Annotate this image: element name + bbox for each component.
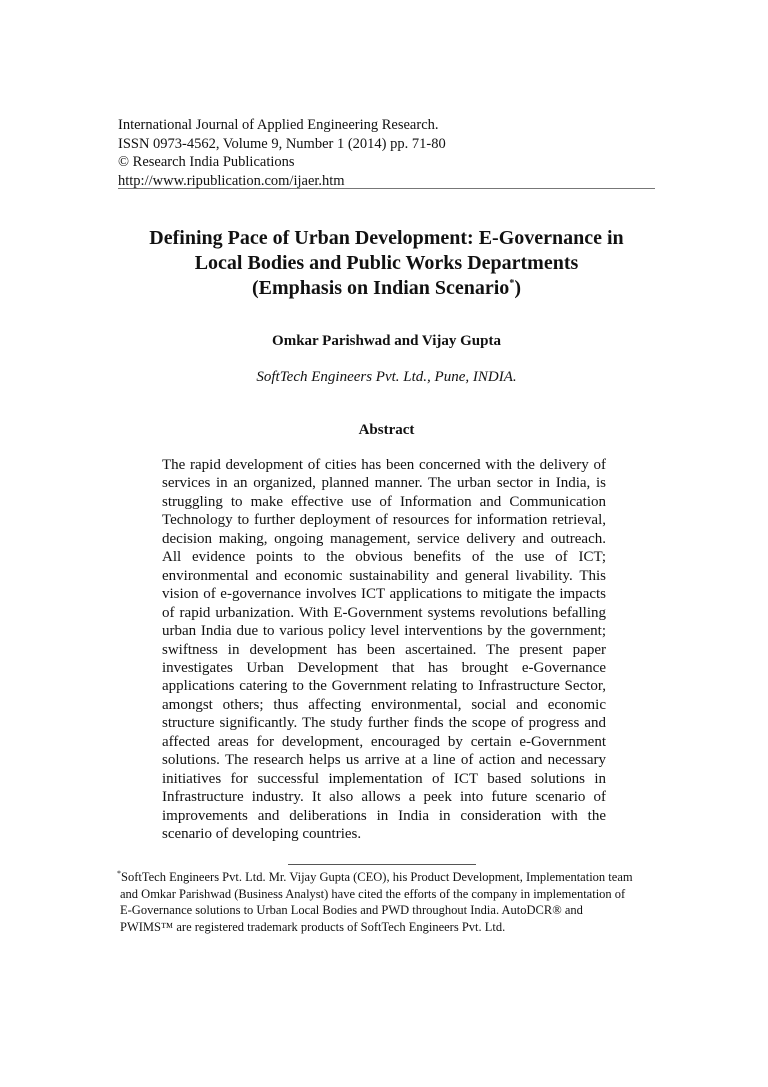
title-line-2: Local Bodies and Public Works Departments bbox=[194, 252, 579, 274]
footnote-line-4: PWIMS™ are registered trademark products of SoftTech Engineers Pvt. Ltd. bbox=[120, 919, 506, 934]
footnote-line-2: and Omkar Parishwad (Business Analyst) have cited the efforts of the company in implementation of bbox=[120, 886, 626, 901]
title-line-3-close: ) bbox=[514, 277, 521, 299]
journal-name: International Journal of Applied Engineering Research. bbox=[118, 117, 439, 133]
title-footnote-marker: * bbox=[509, 278, 515, 289]
author-affiliation: SoftTech Engineers Pvt. Ltd., Pune, INDIA. bbox=[256, 369, 517, 385]
footnote-divider bbox=[288, 864, 476, 865]
abstract-body: The rapid development of cities has been concerned with the delivery of services in an organized, planned manner. The urban sector in India, is struggling to make effective use of Information and Communication Technology to further deployment of resources for information retrieval, decision making, ongoing management, service delivery and outreach. All evidence points to the obvious benefits of the use of ICT; environmental and economic sustainability and general livability. This vision of e-governance involves ICT applications to mitigate the impacts of rapid urbanization. With E-Government systems revolutions befalling urban India due to various policy level interventions by the government; swiftness in development has been ascertained. The present paper investigates Urban Development that has brought e-Governance applications catering to the Government relating to Infrastructure Sector, amongst others; thus affecting environmental, social and economic structure significantly. The study further finds the scope of progress and affected areas for development, encouraged by certain e-Government solutions. The research helps us arrive at a line of action and necessary initiatives for successful implementation of ICT based solutions in Infrastructure industry. It also allows a peek into future scenario of improvements and deliberations in India in consideration with the scenario of developing countries. bbox=[162, 457, 606, 843]
journal-url: http://www.ripublication.com/ijaer.htm bbox=[118, 172, 345, 189]
footnote-line-3: E-Governance solutions to Urban Local Bodies and PWD throughout India. AutoDCR® and bbox=[120, 903, 583, 917]
footnote bbox=[117, 869, 662, 935]
journal-publisher: © Research India Publications bbox=[118, 154, 295, 170]
title-line-3-text: (Emphasis on Indian Scenario bbox=[252, 277, 510, 299]
title-line-1: Defining Pace of Urban Development: E-Governance in bbox=[149, 227, 624, 249]
footnote-line-1-text: SoftTech Engineers Pvt. Ltd. Mr. Vijay Gupta (CEO), his Product Development, Implementation team bbox=[121, 870, 633, 884]
paper-authors: Omkar Parishwad and Vijay Gupta bbox=[272, 333, 501, 349]
footnote-marker: * bbox=[117, 869, 121, 878]
paper-title bbox=[118, 226, 655, 301]
abstract-heading: Abstract bbox=[358, 422, 415, 438]
journal-issn: ISSN 0973-4562, Volume 9, Number 1 (2014) pp. 71-80 bbox=[118, 135, 446, 152]
footnote-line-1 bbox=[117, 869, 662, 886]
journal-header bbox=[118, 116, 658, 190]
header-divider bbox=[118, 188, 655, 189]
title-line-3 bbox=[118, 276, 655, 301]
